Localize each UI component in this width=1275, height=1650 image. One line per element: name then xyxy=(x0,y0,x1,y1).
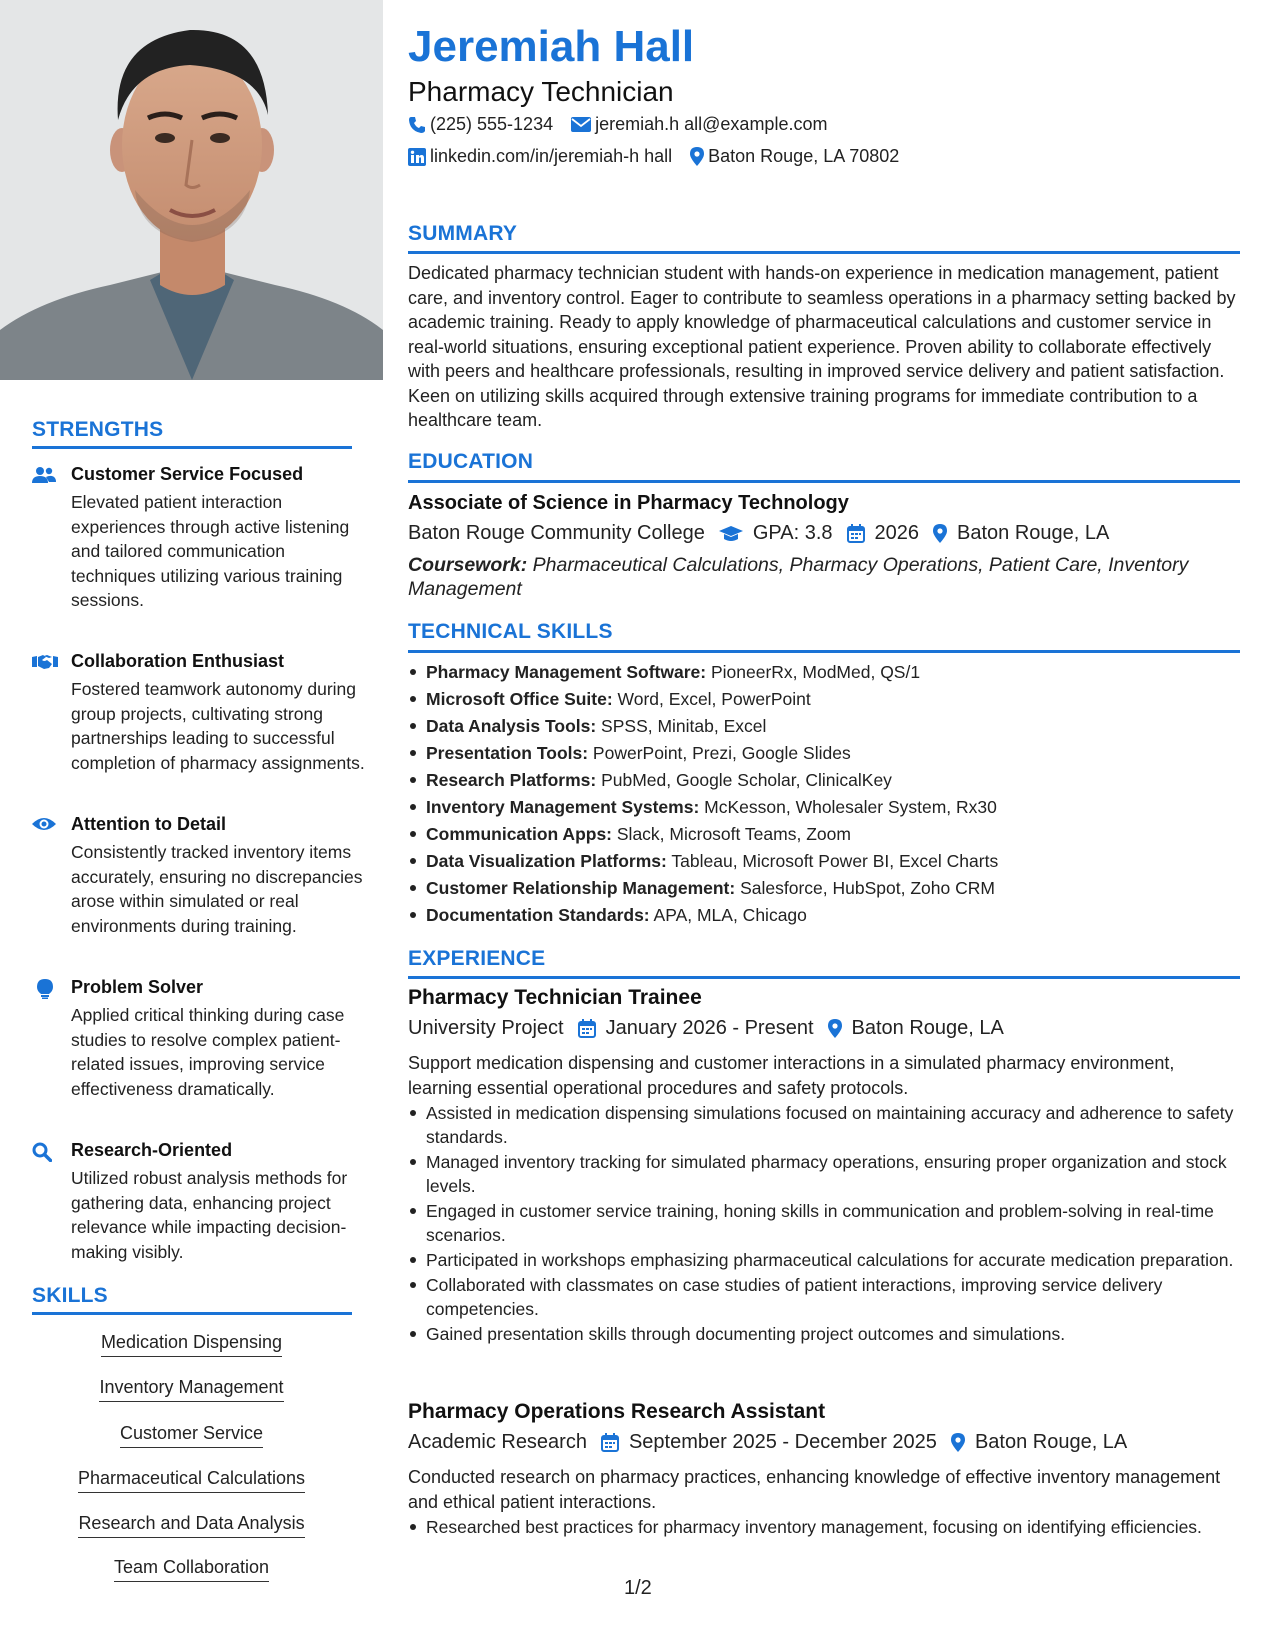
list-item: Research Platforms: PubMed, Google Scholar, ClinicalKey xyxy=(426,768,1258,795)
left-column xyxy=(0,0,383,1650)
contact-row xyxy=(408,146,917,167)
job-meta xyxy=(408,1431,1141,1454)
strength-description: Consistently tracked inventory items accurately, ensuring no discrepancies arose within simulated or real environments during training. xyxy=(71,842,363,936)
location-contact: Baton Rouge, LA 70802 xyxy=(690,146,899,167)
strength-description: Applied critical thinking during case studies to resolve complex patient-related issues, improving service effectiveness dramatically. xyxy=(71,1005,345,1099)
strength-title: Customer Service Focused xyxy=(71,464,304,484)
list-item: Documentation Standards: APA, MLA, Chicago xyxy=(426,903,1258,930)
skill-item: Pharmaceutical Calculations xyxy=(0,1468,383,1493)
skills-heading: SKILLS xyxy=(32,1284,108,1307)
map-pin-icon xyxy=(828,1019,842,1038)
summary-text: Dedicated pharmacy technician student with hands-on experience in medication management, patient care, and inventory control. Eager to contribute to seamless operations in a pharmacy setting backed by academic training. Ready to apply knowledge of pharmaceutical calculations and customer service in real-world situations, ensuring exceptional patient experience. Proven ability to collaborate effectively with peers and healthcare professionals, resulting in improved service delivery and patient satisfaction. Keen on utilizing skills acquired through extensive training programs for immediate contribution to a healthcare team. xyxy=(408,263,1236,430)
job-dates: September 2025 - December 2025 xyxy=(601,1431,937,1454)
list-item: Participated in workshops emphasizing pharmaceutical calculations for accurate medication preparation. xyxy=(426,1248,1258,1272)
job-location: Baton Rouge, LA xyxy=(951,1431,1127,1454)
degree-title: Associate of Science in Pharmacy Technology xyxy=(408,492,849,514)
job-location: Baton Rouge, LA xyxy=(828,1017,1004,1040)
contact-row xyxy=(408,114,845,135)
strength-title: Problem Solver xyxy=(71,977,204,997)
map-pin-icon xyxy=(690,147,704,166)
strength-title: Research-Oriented xyxy=(71,1140,233,1160)
list-item: Collaborated with classmates on case studies of patient interactions, improving service delivery competencies. xyxy=(426,1273,1258,1321)
experience-heading: EXPERIENCE xyxy=(408,947,546,970)
list-item: Engaged in customer service training, honing skills in communication and problem-solving in real-time scenarios. xyxy=(426,1199,1258,1247)
envelope-icon xyxy=(571,117,591,132)
map-pin-icon xyxy=(951,1433,965,1452)
profile-photo xyxy=(0,0,383,380)
map-pin-icon xyxy=(933,524,947,543)
page-number: 1/2 xyxy=(624,1577,652,1599)
candidate-name: Jeremiah Hall xyxy=(408,22,695,71)
list-item: Data Visualization Platforms: Tableau, Microsoft Power BI, Excel Charts xyxy=(426,849,1258,876)
calendar-icon xyxy=(601,1433,619,1452)
graduation-cap-icon xyxy=(719,525,743,543)
list-item: Customer Relationship Management: Salesforce, HubSpot, Zoho CRM xyxy=(426,876,1258,903)
job-summary: Conducted research on pharmacy practices, enhancing knowledge of effective inventory management and ethical patient interactions. xyxy=(408,1467,1221,1512)
strength-description: Utilized robust analysis methods for gathering data, enhancing project relevance while impacting decision-making visibly. xyxy=(71,1168,348,1262)
list-item: Managed inventory tracking for simulated pharmacy operations, ensuring proper organization and stock levels. xyxy=(426,1150,1258,1198)
linkedin-icon xyxy=(408,148,426,166)
strengths-heading: STRENGTHS xyxy=(32,418,164,441)
job-meta xyxy=(408,1017,1018,1040)
job-title: Pharmacy Technician Trainee xyxy=(408,986,702,1009)
education-divider xyxy=(408,480,1240,483)
skill-item: Research and Data Analysis xyxy=(0,1513,383,1538)
calendar-icon xyxy=(578,1019,596,1038)
search-icon xyxy=(32,1142,58,1162)
calendar-icon xyxy=(847,524,865,543)
list-item: Inventory Management Systems: McKesson, Wholesaler System, Rx30 xyxy=(426,795,1258,822)
technical-skills-list xyxy=(408,660,1258,930)
strength-description: Elevated patient interaction experiences through active listening and tailored communication techniques utilizing various training sessions. xyxy=(71,492,350,610)
job-org: Academic Research xyxy=(408,1431,587,1453)
lightbulb-icon xyxy=(32,979,58,999)
job-dates: January 2026 - Present xyxy=(578,1017,814,1040)
candidate-title: Pharmacy Technician xyxy=(408,76,674,107)
eye-icon xyxy=(32,816,58,836)
experience-divider xyxy=(408,976,1240,979)
phone-contact[interactable]: (225) 555-1234 xyxy=(408,114,553,135)
job-bullets xyxy=(408,1515,1258,1540)
coursework: Coursework: Pharmaceutical Calculations, Pharmacy Operations, Patient Care, Inventory Management xyxy=(408,554,1189,600)
strengths-divider xyxy=(32,446,352,449)
strength-title: Attention to Detail xyxy=(71,814,226,834)
list-item: Pharmacy Management Software: PioneerRx, ModMed, QS/1 xyxy=(426,660,1258,687)
school-name: Baton Rouge Community College xyxy=(408,522,705,544)
job-summary: Support medication dispensing and customer interactions in a simulated pharmacy environment, learning essential operational procedures and safety protocols. xyxy=(408,1053,1175,1098)
linkedin-contact[interactable]: linkedin.com/in/jeremiah-h hall xyxy=(408,146,672,167)
job-bullets xyxy=(408,1101,1258,1347)
list-item: Assisted in medication dispensing simulations focused on maintaining accuracy and adherence to safety standards. xyxy=(426,1101,1258,1149)
list-item: Presentation Tools: PowerPoint, Prezi, Google Slides xyxy=(426,741,1258,768)
skill-item: Team Collaboration xyxy=(0,1557,383,1582)
gpa: GPA: 3.8 xyxy=(719,522,833,545)
job-org: University Project xyxy=(408,1017,564,1039)
list-item: Gained presentation skills through documenting project outcomes and simulations. xyxy=(426,1322,1258,1346)
list-item: Microsoft Office Suite: Word, Excel, PowerPoint xyxy=(426,687,1258,714)
summary-divider xyxy=(408,251,1240,254)
skill-item: Inventory Management xyxy=(0,1377,383,1402)
email-contact[interactable]: jeremiah.h all@example.com xyxy=(571,114,827,135)
skill-item: Customer Service xyxy=(0,1423,383,1448)
right-column xyxy=(408,0,1240,1650)
education-heading: EDUCATION xyxy=(408,450,534,473)
users-icon xyxy=(32,466,58,486)
education-meta xyxy=(408,522,1123,545)
list-item: Communication Apps: Slack, Microsoft Teams, Zoom xyxy=(426,822,1258,849)
list-item: Data Analysis Tools: SPSS, Minitab, Excel xyxy=(426,714,1258,741)
education-location: Baton Rouge, LA xyxy=(933,522,1109,545)
skills-divider xyxy=(32,1312,352,1315)
technical-skills-divider xyxy=(408,650,1240,653)
graduation-year: 2026 xyxy=(847,522,920,545)
technical-skills-heading: TECHNICAL SKILLS xyxy=(408,620,613,643)
handshake-icon xyxy=(32,653,58,673)
phone-icon xyxy=(408,116,426,134)
strength-title: Collaboration Enthusiast xyxy=(71,651,285,671)
summary-heading: SUMMARY xyxy=(408,222,518,245)
list-item: Researched best practices for pharmacy inventory management, focusing on identifying efficiencies. xyxy=(426,1515,1258,1539)
job-title: Pharmacy Operations Research Assistant xyxy=(408,1400,826,1423)
strength-description: Fostered teamwork autonomy during group projects, cultivating strong partnerships leading to successful completion of pharmacy assignments. xyxy=(71,679,365,773)
skill-item: Medication Dispensing xyxy=(0,1332,383,1357)
